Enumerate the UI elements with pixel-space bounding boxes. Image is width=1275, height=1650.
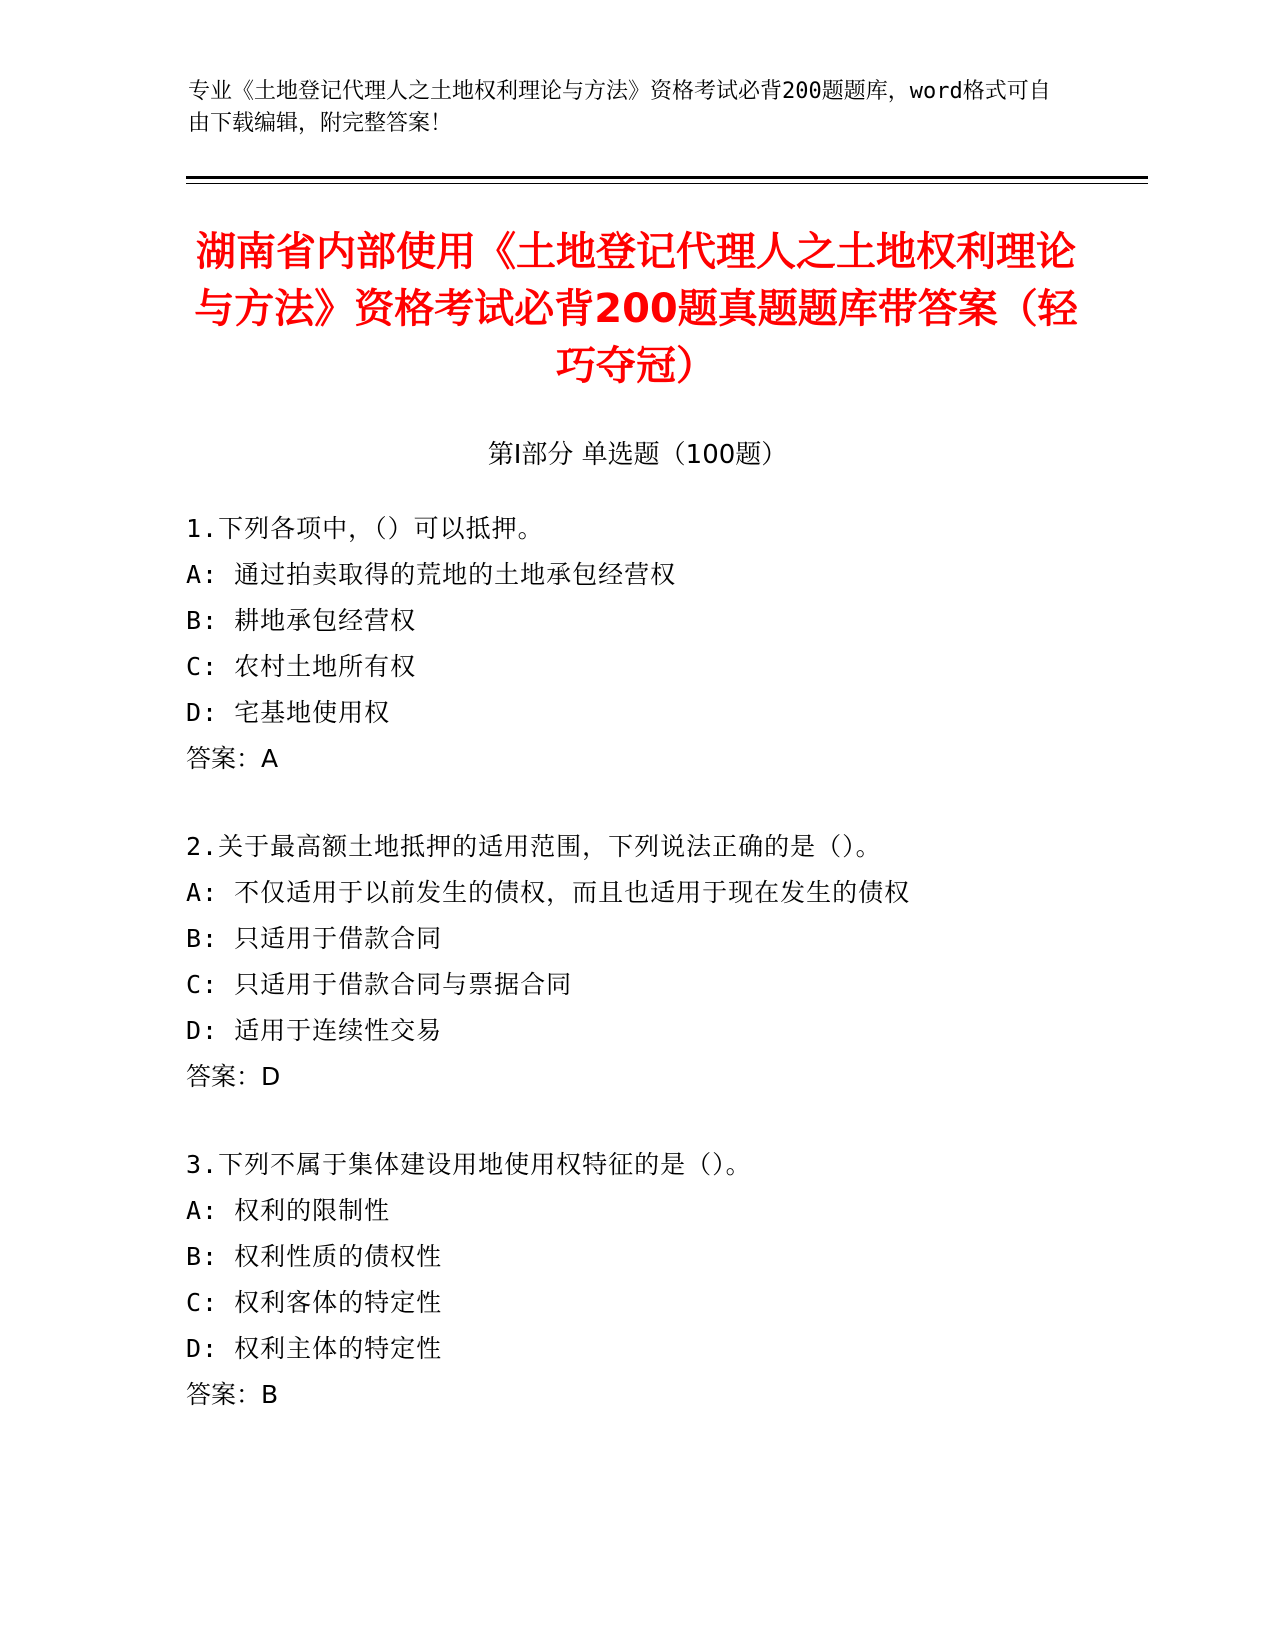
section-title: 第I部分 单选题（100题） — [487, 440, 788, 470]
document-title: 湖南省内部使用《土地登记代理人之土地权利理论与方法》资格考试必背200题真题题库带答案（轻巧夺冠） — [194, 229, 1078, 389]
question-3 — [186, 1142, 1086, 1418]
option-c: C: 权利客体的特定性 — [186, 1288, 443, 1317]
option-d: D: 宅基地使用权 — [186, 698, 391, 727]
option-b: B: 耕地承包经营权 — [186, 606, 417, 635]
answer: 答案：A — [186, 744, 279, 773]
header-divider-thin — [186, 183, 1148, 184]
question-stem: 3.下列不属于集体建设用地使用权特征的是（）。 — [186, 1150, 752, 1179]
option-c: C: 农村土地所有权 — [186, 652, 417, 681]
question-stem: 1.下列各项中，（）可以抵押。 — [186, 514, 544, 543]
question-2 — [186, 824, 1086, 1100]
option-a: A: 不仅适用于以前发生的债权，而且也适用于现在发生的债权 — [186, 878, 911, 907]
option-c: C: 只适用于借款合同与票据合同 — [186, 970, 573, 999]
option-a: A: 通过拍卖取得的荒地的土地承包经营权 — [186, 560, 677, 589]
option-a: A: 权利的限制性 — [186, 1196, 391, 1225]
option-b: B: 只适用于借款合同 — [186, 924, 443, 953]
option-d: D: 适用于连续性交易 — [186, 1016, 443, 1045]
question-stem: 2.关于最高额土地抵押的适用范围，下列说法正确的是（）。 — [186, 832, 882, 861]
header-divider-thick — [186, 176, 1148, 179]
option-b: B: 权利性质的债权性 — [186, 1242, 443, 1271]
answer: 答案：B — [186, 1380, 279, 1409]
header-note: 专业《土地登记代理人之土地权利理论与方法》资格考试必背200题题库，word格式可自由下载编辑，附完整答案！ — [188, 79, 1051, 136]
answer: 答案：D — [186, 1062, 281, 1091]
question-1 — [186, 506, 1086, 782]
option-d: D: 权利主体的特定性 — [186, 1334, 443, 1363]
